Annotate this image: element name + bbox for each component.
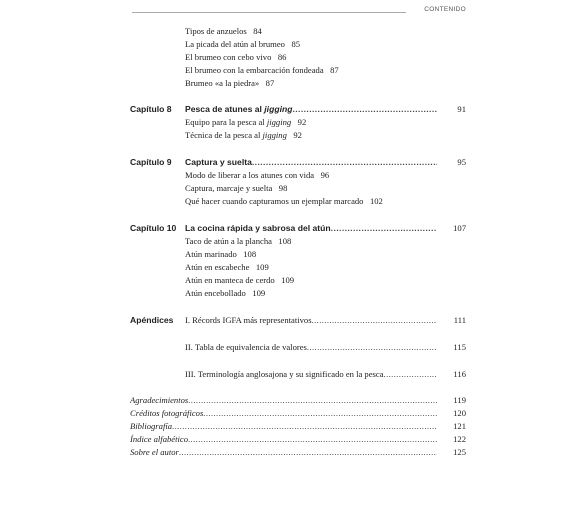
subentry-emphasis: jigging — [266, 117, 292, 127]
chapter-label: Capítulo 10 — [130, 223, 177, 233]
subentry-page: 86 — [277, 52, 287, 62]
chapter-title — [185, 103, 292, 115]
appendix-title: I. Récords IGFA más representativos — [185, 315, 312, 325]
appendix-page: 116 — [453, 369, 466, 379]
back-matter-page: 121 — [453, 421, 466, 431]
toc-subentry — [185, 64, 339, 76]
back-matter-page: 125 — [453, 447, 466, 457]
appendix-title: II. Tabla de equivalencia de valores — [185, 342, 307, 352]
dot-leader — [188, 433, 437, 445]
subentry-text: Qué hacer cuando capturamos un ejemplar marcado — [185, 196, 364, 206]
dot-leader — [331, 222, 437, 234]
subentry-text: Atún encebollado — [185, 288, 246, 298]
back-matter-page: 120 — [453, 408, 466, 418]
chapter-title: Captura y suelta — [185, 157, 252, 167]
back-matter-page: 119 — [453, 395, 466, 405]
dot-leader — [172, 420, 437, 432]
toc-subentry — [185, 235, 291, 247]
subentry-text: Técnica de la pesca al — [185, 130, 263, 140]
subentry-page: 102 — [369, 196, 383, 206]
dot-leader — [252, 156, 437, 168]
toc-subentry — [185, 25, 262, 37]
back-matter-title: Sobre el autor — [130, 447, 179, 457]
chapter-label: Capítulo 8 — [130, 104, 172, 114]
toc-subentry — [185, 287, 265, 299]
dot-leader — [179, 446, 437, 458]
appendix-row — [185, 314, 437, 326]
chapter-title-row — [185, 103, 437, 115]
toc-subentry — [185, 77, 274, 89]
back-matter-title: Créditos fotográficos — [130, 408, 204, 418]
toc-subentry — [185, 169, 329, 181]
toc-subentry — [185, 129, 302, 141]
back-matter-row — [130, 420, 437, 432]
toc-subentry — [185, 182, 287, 194]
subentry-text: Taco de atún a la plancha — [185, 236, 272, 246]
appendix-row — [185, 368, 437, 380]
subentry-page: 96 — [320, 170, 330, 180]
back-matter-title: Bibliografía — [130, 421, 173, 431]
appendix-page: 115 — [453, 342, 466, 352]
subentry-text: Atún en manteca de cerdo — [185, 275, 275, 285]
back-matter-row — [130, 446, 437, 458]
dot-leader — [307, 341, 437, 353]
back-matter-row — [130, 433, 437, 445]
subentry-page: 109 — [255, 262, 269, 272]
subentry-page: 87 — [265, 78, 275, 88]
chapter-label: Capítulo 9 — [130, 157, 172, 167]
toc-subentry — [185, 248, 256, 260]
dot-leader — [203, 407, 437, 419]
appendix-row — [185, 341, 437, 353]
back-matter-title: Índice alfabético — [130, 434, 188, 444]
subentry-page: 85 — [291, 39, 301, 49]
header-rule — [132, 12, 406, 13]
dot-leader — [312, 314, 437, 326]
subentry-text: Tipos de anzuelos — [185, 26, 247, 36]
chapter-title-row — [185, 222, 437, 234]
dot-leader — [188, 394, 437, 406]
subentry-page: 92 — [297, 117, 307, 127]
subentry-text: Atún en escabeche — [185, 262, 250, 272]
dot-leader — [292, 103, 437, 115]
subentry-page: 108 — [278, 236, 292, 246]
appendices-label: Apéndices — [130, 315, 174, 325]
back-matter-row — [130, 394, 437, 406]
chapter-title-text: Pesca de atunes al — [185, 104, 265, 114]
subentry-text: El brumeo con cebo vivo — [185, 52, 272, 62]
subentry-text: Captura, marcaje y suelta — [185, 183, 273, 193]
chapter-page: 91 — [457, 104, 466, 114]
running-head — [132, 6, 466, 18]
toc-subentry — [185, 116, 306, 128]
toc-subentry — [185, 195, 383, 207]
chapter-page: 107 — [453, 223, 466, 233]
back-matter-row — [130, 407, 437, 419]
subentry-page: 87 — [330, 65, 339, 75]
toc-subentry — [185, 274, 294, 286]
subentry-text: Equipo para la pesca al — [185, 117, 267, 127]
subentry-page: 108 — [243, 249, 257, 259]
appendix-page: 111 — [453, 315, 466, 325]
subentry-page: 98 — [278, 183, 288, 193]
subentry-text: Modo de liberar a los atunes con vida — [185, 170, 315, 180]
chapter-title-emphasis: jigging — [264, 104, 293, 114]
subentry-text: La picada del atún al brumeo — [185, 39, 285, 49]
subentry-emphasis: jigging — [262, 130, 287, 140]
subentry-page: 109 — [252, 288, 266, 298]
chapter-title: La cocina rápida y sabrosa del atún — [185, 223, 331, 233]
toc-subentry — [185, 261, 269, 273]
dot-leader — [384, 368, 437, 380]
appendix-title: III. Terminología anglosajona y su significado en la pesca — [185, 369, 384, 379]
subentry-text: El brumeo con la embarcación fondeada — [185, 65, 324, 75]
chapter-title-row — [185, 156, 437, 168]
back-matter-title: Agradecimientos — [130, 395, 189, 405]
toc-subentry — [185, 51, 286, 63]
toc-subentry — [185, 38, 300, 50]
subentry-page: 109 — [281, 275, 295, 285]
subentry-page: 92 — [293, 130, 302, 140]
running-head-label: CONTENIDO — [424, 6, 466, 13]
back-matter-page: 122 — [453, 434, 466, 444]
subentry-text: Atún marinado — [185, 249, 237, 259]
chapter-page: 95 — [457, 157, 466, 167]
subentry-text: Brumeo «a la piedra» — [185, 78, 260, 88]
subentry-page: 84 — [253, 26, 262, 36]
